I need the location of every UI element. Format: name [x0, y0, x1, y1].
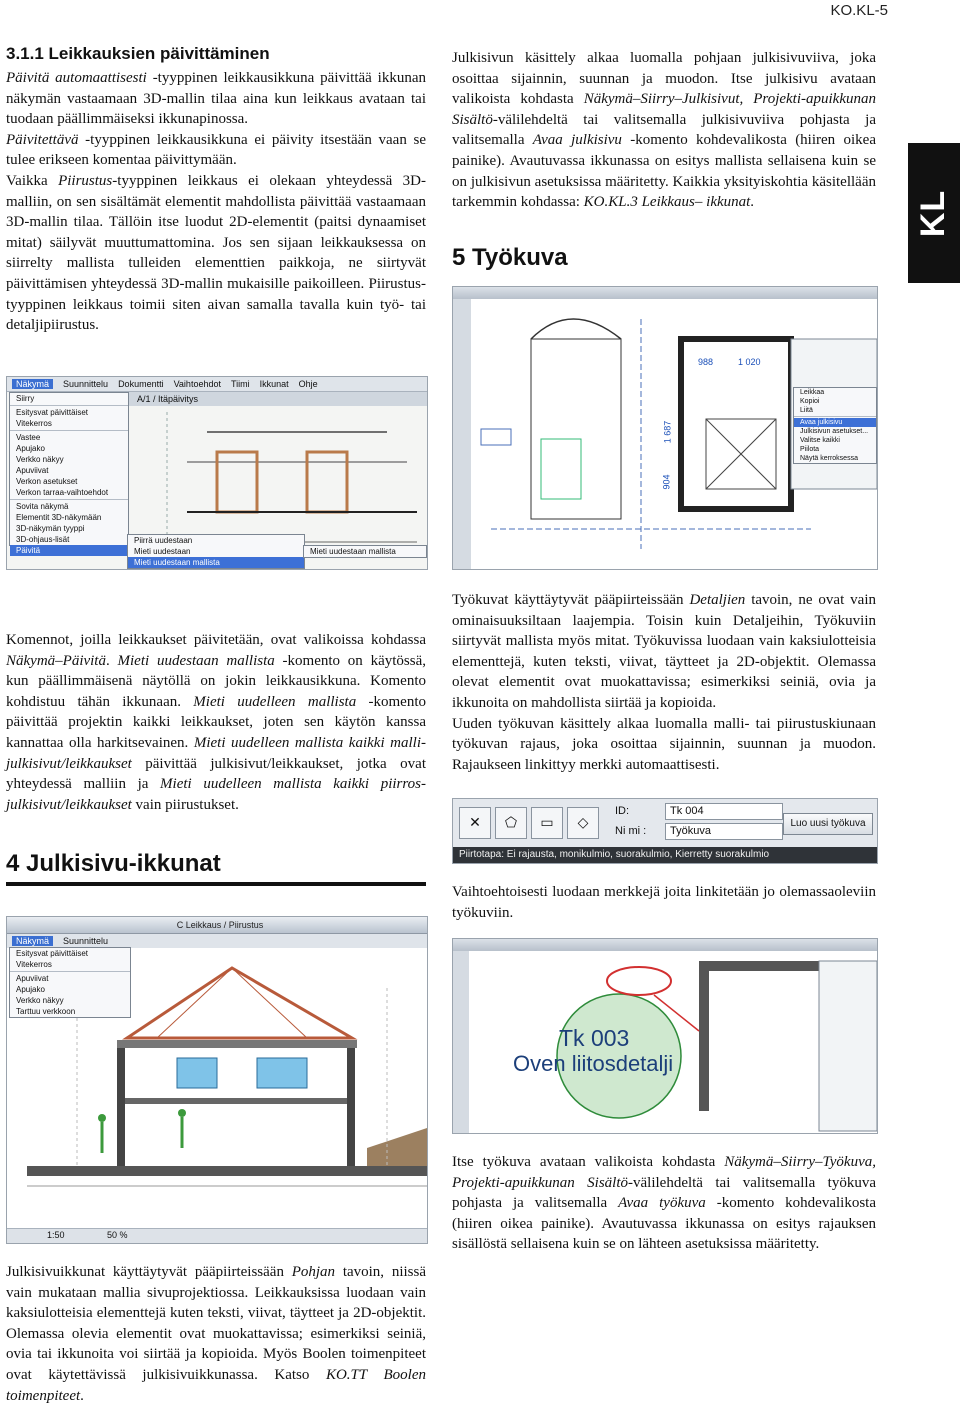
screenshot-worksheet-marker	[452, 938, 878, 1134]
dimension-label: 904	[661, 474, 672, 490]
marker-id[interactable]: Tk 003	[559, 1025, 630, 1051]
menu-item[interactable]: Vitekerros	[16, 960, 52, 969]
caption-update-commands: Komennot, joilla leikkaukset päivitetään, ovat valikoissa kohdassa Näkymä–Päivitä. Mieti uudestaan mallista -komento on käytössä, kun päällimmäisenä näytöllä on jokin leikkausikkuna. Komento kohdistuu tähän ikkunaan. Mieti uudelleen mallista -komento päivittää projektin kaikki leikkaukset, joten sen käytön kanssa kannattaa olla harkitsevainen. Mieti uudelleen mallista kaikki malli-julkisivut/leikkaukset päivittää julkisivut/leikkaukset, jotka ovat yhteydessä malliin ja Mieti uudelleen mallista kaikki piirros-julkisivut/leikkaukset vain piirustukset.	[6, 632, 426, 813]
context-item[interactable]: Julkisivun asetukset...	[800, 428, 869, 435]
id-label: ID:	[615, 805, 630, 817]
submenu2-item[interactable]: Mieti uudestaan mallista	[310, 547, 396, 556]
menu-item[interactable]: Apujako	[16, 444, 45, 453]
no-frame-icon[interactable]: ✕	[459, 807, 491, 839]
para-elevation-intro: Julkisivun käsittely alkaa luomalla pohjaan julkisivuviiva, joka osoittaa sijainnin, suunnan ja muodon. Itse julkisivu avataan valikoista kohdasta Näkymä–Siirry–Julkisivut, Projekti-apuikkunan Sisältö-välilehdeltä tai valitsemalla julkisivuviiva pohjasta ja valitsemalla Avaa julkisivu -komento kohdevalikosta (hiiren oikea painike). Avautuvassa ikkunassa on esitys mallista sellaisena kuin se on julkisivun asetuksissa määritetty. Kaikkia yksityiskohtia käsitellään tarkemmin kohdassa: KO.KL.3 Leikkaus– ikkunat.	[452, 50, 876, 211]
marker-drawing	[469, 951, 877, 1133]
section-4	[6, 850, 426, 878]
menu-item[interactable]: Apuviivat	[16, 974, 49, 983]
screenshot-menubar	[7, 377, 427, 392]
para-worksheets: Työkuvat käyttäytyvät pääpiirteissään Detaljien tavoin, ne ovat vain ominaisuuksiltaan laajempia. Toisin kuin Detaljeihin, Työkuviin siirtyvät mallista myös mitat. Työkuvissa luodaan vain kaksiulotteisia elementtejä, kuten teksti, viivat, täytteet ja 2D-objektit. Olemassa olevat elementit ovat muokattavissa; esimerkiksi seiniä, ovia ja ikkunoita on mahdollista siirtää ja kopioida. Uuden työkuvan käsittely alkaa luomalla malli- tai piirustuskiunaan työkuvan rajaus, joka osoittaa sijainnin, suunnan ja muodon. Rajaukseen linkittyy merkki automaattisesti.	[452, 590, 876, 775]
section-3-1-1	[6, 44, 426, 336]
window-title: A/1 / Itäpäivitys	[137, 394, 199, 404]
polygon-icon[interactable]: ⬠	[495, 807, 527, 839]
section-5	[452, 244, 876, 272]
menu-help[interactable]: Ohje	[298, 379, 318, 389]
menu-item[interactable]: Vastee	[16, 433, 41, 442]
submenu-item[interactable]: Piirrä uudestaan	[134, 536, 193, 545]
window-title: C Leikkaus / Piirustus	[176, 920, 264, 930]
menu-design[interactable]: Suunnittelu	[63, 379, 109, 389]
para-drawing-section: Vaikka Piirustus-tyyppinen leikkaus ei olekaan yhteydessä 3D-malliin, on sen sisältämät elementit mahdollista päivittää vastaamaan 3D-mallin tilaa. Tällöin itse luodut 2D-elementit (paitsi dynaamiset mitat) säilyvät muuttumattomina. Jos sen sijaan leikkauksessa on siirrelty mallista tulleiden elementtien paikkoja, ne siirtyvät päivittämisen yhteydessä 3D-mallin mukaisille paikoilleen. Piirustus-tyyppinen leikkaus toimii siten aivan samalla tavalla kuin työ- tai detaljipiirustus.	[6, 172, 427, 334]
submenu-item[interactable]: Mieti uudestaan	[134, 547, 191, 556]
toolbox[interactable]	[453, 951, 470, 1133]
context-menu	[793, 387, 877, 464]
rectangle-icon[interactable]: ▭	[531, 807, 563, 839]
menu-item[interactable]: Siirry	[16, 394, 35, 403]
window-titlebar	[453, 287, 877, 299]
menu-item[interactable]: Apujako	[16, 985, 45, 994]
menu-windows[interactable]: Ikkunat	[259, 379, 289, 389]
para-elevation-windows: Julkisivuikkunat käyttäytyvät pääpiirteissään Pohjan tavoin, niissä vain mukataan mallia sivuprojektiossa. Leikkauksissa luodaan vain kaksiulotteisia elementtejä kuten teksti, viivat, täytteet ja 2D-objektit. Olemassa olevia elementit ovat muokattavissa; esimerkiksi seiniä, ovia tai ikkunoita voi siirtää ja kopioida. Myös Boolen toimenpiteet ovat käytettävissä julkisivuikkunassa. Katso KO.TT Boolen toimenpiteet.	[6, 1264, 426, 1404]
menu-item[interactable]: 3D-näkymän tyyppi	[16, 524, 85, 533]
screenshot-update-menu	[6, 376, 428, 570]
screenshot-elevation-window	[6, 916, 428, 1244]
window-titlebar	[453, 939, 877, 951]
menu-item[interactable]: Verkko näkyy	[16, 996, 64, 1005]
section-tab-label: KL	[914, 189, 953, 237]
context-item[interactable]: Liitä	[800, 407, 813, 414]
marker-name[interactable]: Oven liitosdetalji	[513, 1051, 674, 1076]
menu-item[interactable]: Vitekerros	[16, 419, 52, 428]
view-menu	[9, 392, 129, 555]
name-field[interactable]: Työkuva	[665, 823, 783, 840]
context-item[interactable]: Kopioi	[800, 398, 820, 405]
dimension-label: 988	[698, 357, 714, 367]
para-auto-update: Päivitä automaattisesti -tyyppinen leikkausikkuna päivittää ikkunan näkymän vastaamaan 3D-mallin tilaa aina kun leikkaus avataan tai tuodaan päällimmäiseksi ikkunapinossa.	[6, 70, 426, 128]
menu-document[interactable]: Dokumentti	[118, 379, 164, 389]
zoom-readout[interactable]: 50 %	[107, 1230, 128, 1240]
menu-item[interactable]: Esitysvat päivittäiset	[16, 408, 89, 417]
context-item[interactable]: Leikkaa	[800, 389, 825, 396]
context-item[interactable]: Valitse kaikki	[800, 437, 840, 444]
menu-options[interactable]: Vaihtoehdot	[173, 379, 221, 389]
page-id: KO.KL-5	[830, 2, 888, 19]
para-new-worksheet: Uuden työkuvan käsittely alkaa luomalla malli- tai piirustuskiunaan työkuvan rajaus, joka osoittaa sijainnin, suunnan ja muodon. Rajaukseen linkittyy merkki automaattisesti.	[452, 715, 876, 773]
menu-item[interactable]: Tarttuu verkkoon	[16, 1007, 76, 1016]
menu-item-update[interactable]: Päivitä	[10, 545, 128, 556]
menu-view[interactable]: Näkymä	[12, 936, 53, 946]
menu-item[interactable]: Sovita näkymä	[16, 502, 69, 511]
context-item[interactable]: Näytä kerroksessa	[800, 455, 858, 462]
submenu-item-rebuild-from-model[interactable]: Mieti uudestaan mallista	[128, 557, 304, 568]
status-bar	[7, 1228, 427, 1243]
window-titlebar	[7, 917, 427, 934]
section-3-1-1-heading: 3.1.1 Leikkauksien päivittäminen	[6, 44, 270, 63]
elevation-view-menu	[9, 947, 131, 1018]
menu-item[interactable]: Elementit 3D-näkymään	[16, 513, 102, 522]
menu-item[interactable]: Verkon tarraa-vaihtoehdot	[16, 488, 109, 497]
menu-item[interactable]: Verkon asetukset	[16, 477, 78, 486]
dimension-label: 1 687	[662, 420, 673, 444]
menu-item[interactable]: 3D-ohjaus-lisät	[16, 535, 70, 544]
dimension-label: 1 020	[738, 357, 761, 367]
para-manual-update: Päivitettävä -tyyppinen leikkausikkuna ei päivity itsestään vaan se tulee erikseen komentaa päivittymään.	[6, 131, 426, 169]
update-submenu	[127, 534, 305, 569]
rotated-rectangle-icon[interactable]: ◇	[567, 807, 599, 839]
name-label: Ni mi :	[615, 825, 647, 837]
para-open-worksheet: Itse työkuva avataan valikoista kohdasta Näkymä–Siirry–Työkuva, Projekti-apuikkunan Sisältö-välilehdeltä tai valitsemalla työkuva pohjasta ja valitsemalla Avaa työkuva -komento kohdevalikosta (hiiren oikea painike). Avautuvassa ikkunassa on esitys rajauksen sisällöstä sellaisena kuin se on lähteen asetuksissa määritetty.	[452, 1154, 876, 1253]
menu-team[interactable]: Tiimi	[230, 379, 250, 389]
menu-view[interactable]: Näkymä	[12, 379, 53, 389]
create-worksheet-button[interactable]: Luo uusi työkuva	[783, 813, 873, 835]
section-rule	[6, 882, 426, 886]
id-field[interactable]: Tk 004	[665, 803, 783, 820]
menu-item[interactable]: Esitysvat päivittäiset	[16, 949, 89, 958]
menu-item[interactable]: Apuviivat	[16, 466, 49, 475]
context-item[interactable]: Piilota	[800, 446, 820, 453]
para-alternative: Vaihtoehtoisesti luodaan merkkejä joita linkitetään jo olemassaoleviin työkuviin.	[452, 884, 876, 921]
toolbox[interactable]	[453, 299, 472, 569]
context-item-open-elevation[interactable]: Avaa julkisivu	[794, 418, 876, 427]
scale-readout[interactable]: 1:50	[47, 1230, 65, 1240]
section-5-heading: 5 Työkuva	[452, 244, 568, 271]
section-tab	[908, 143, 960, 283]
worksheet-info-box	[452, 798, 878, 864]
section-4-heading: 4 Julkisivu-ikkunat	[6, 850, 221, 877]
rebuild-submenu	[303, 545, 427, 558]
geometry-buttons	[459, 807, 599, 841]
menu-design[interactable]: Suunnittelu	[63, 936, 109, 946]
status-line: Piirtotapa: Ei rajausta, monikulmio, suorakulmio, Kierretty suorakulmio	[453, 847, 878, 863]
screenshot-worksheet-plan	[452, 286, 878, 570]
menu-item[interactable]: Verkko näkyy	[16, 455, 64, 464]
